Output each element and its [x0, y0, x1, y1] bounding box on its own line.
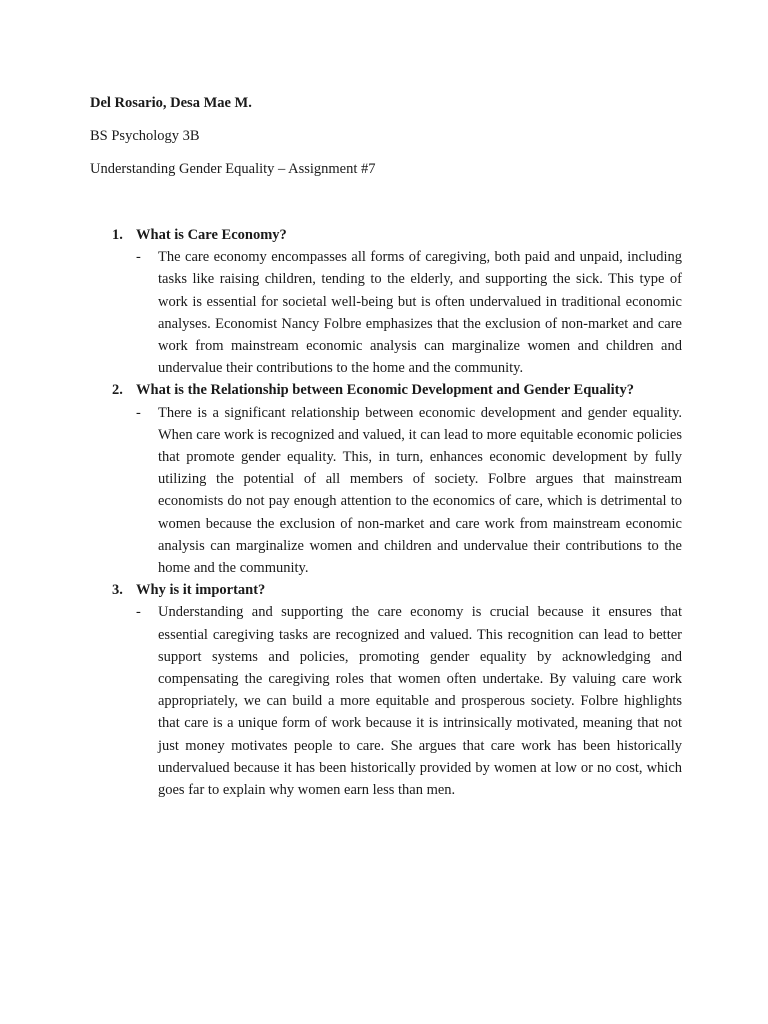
question-item-3: [112, 579, 682, 801]
question-number: 3.: [112, 582, 123, 599]
question-number: 2.: [112, 382, 123, 399]
answer-paragraph: [136, 601, 682, 801]
question-number: 1.: [112, 227, 123, 243]
question-item-2: [112, 379, 682, 579]
course-section: BS Psychology 3B: [90, 128, 200, 144]
answer-paragraph: [136, 246, 682, 379]
answer-text: The care economy encompasses all forms of caregiving, both paid and unpaid, including tasks like raising children, tending to the elderly, and supporting the sick. This type of work is essential for societal well-being but is often undervalued in traditional economic analyses. Economist Nancy Folbre emphasizes that the exclusion of non-market and care work from mainstream economic analysis can marginalize women and children and undervalue their contributions to the home and the community.: [158, 249, 682, 377]
student-name: Del Rosario, Desa Mae M.: [90, 95, 252, 111]
question-heading: What is the Relationship between Economic Development and Gender Equality?: [136, 382, 634, 399]
dash-bullet: -: [136, 249, 141, 266]
question-heading: What is Care Economy?: [136, 227, 287, 243]
assignment-title: Understanding Gender Equality – Assignment #7: [90, 161, 376, 177]
question-item-1: [112, 224, 682, 379]
answer-paragraph: [136, 402, 682, 580]
answer-text: Understanding and supporting the care economy is crucial because it ensures that essential caregiving tasks are recognized and valued. This recognition can lead to better support systems and policies, promoting gender equality by acknowledging and compensating the caregiving roles that women often undertake. By valuing care work appropriately, we can build a more equitable and prosperous society. Folbre highlights that care is a unique form of work because it is intrinsically motivated, meaning that not just money motivates people to care. She argues that care work has been historically undervalued because it has been historically provided by women at low or no cost, which goes far to explain why women earn less than men.: [158, 604, 682, 799]
dash-bullet: -: [136, 404, 141, 421]
question-list: [112, 224, 682, 801]
question-heading: Why is it important?: [136, 582, 266, 599]
dash-bullet: -: [136, 604, 141, 621]
answer-text: There is a significant relationship between economic development and gender equality. When care work is recognized and valued, it can lead to more equitable economic policies that promote gender equality. This, in turn, enhances economic development by fully utilizing the potential of all members of society. Folbre argues that mainstream economists do not pay enough attention to the economics of care, which is detrimental to women because the exclusion of non-market and care work from mainstream economic analysis can marginalize women and children and undervalue their contributions to the home and the community.: [158, 404, 682, 577]
